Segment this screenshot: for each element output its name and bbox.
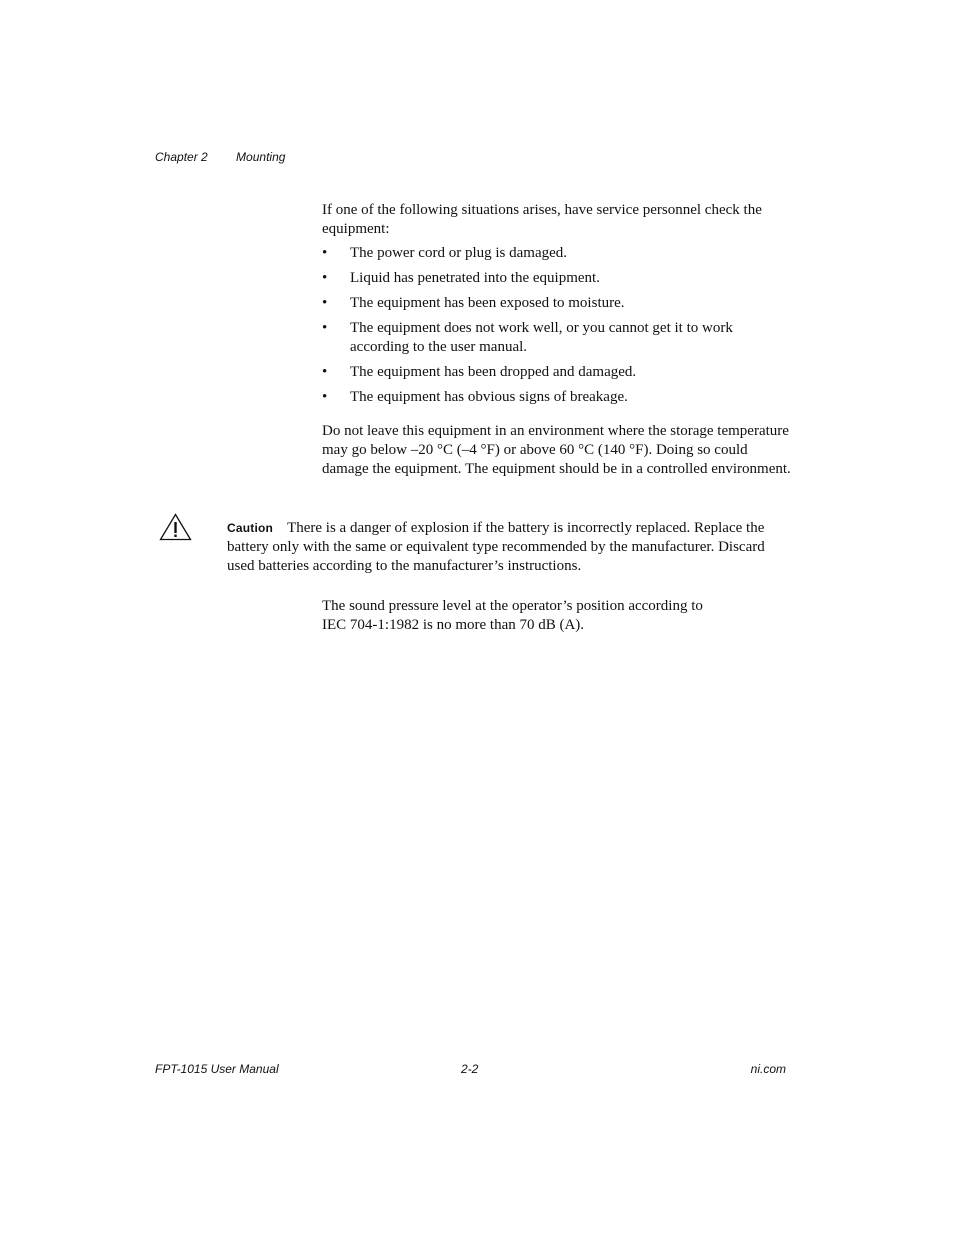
footer-manual-title: FPT-1015 User Manual <box>155 1062 279 1076</box>
sound-paragraph: The sound pressure level at the operator’s position according to IEC 704-1:1982 is no more than 70 dB (A). <box>322 598 703 633</box>
section-label: Mounting <box>236 150 286 164</box>
list-item: • Liquid has penetrated into the equipment. <box>322 269 792 288</box>
running-header <box>155 150 310 164</box>
list-item: • The equipment has obvious signs of breakage. <box>322 388 792 407</box>
storage-paragraph: Do not leave this equipment in an environment where the storage temperature may go below –20 °C (–4 °F) or above 60 °C (140 °F). Doing so could damage the equipment. The equipment should be in a controlled environment. <box>322 423 791 477</box>
caution-note <box>227 519 792 576</box>
situations-list <box>322 244 792 413</box>
footer-website: ni.com <box>750 1062 786 1076</box>
intro-paragraph: If one of the following situations arises, have service personnel check the equipment: <box>322 202 762 237</box>
footer-page-number: 2-2 <box>461 1062 479 1076</box>
caution-text: There is a danger of explosion if the battery is incorrectly replaced. Replace the battery only with the same or equivalent type recommended by the manufacturer. Discard used batteries according to the manufacturer’s instructions. <box>227 520 765 574</box>
list-item: • The equipment does not work well, or you cannot get it to work according to the user manual. <box>322 319 792 357</box>
chapter-label: Chapter 2 <box>155 150 208 164</box>
list-item: • The power cord or plug is damaged. <box>322 244 792 263</box>
warning-triangle-icon <box>159 513 192 541</box>
list-item: • The equipment has been dropped and damaged. <box>322 363 792 382</box>
list-item: • The equipment has been exposed to moisture. <box>322 294 792 313</box>
caution-label: Caution <box>227 521 274 535</box>
